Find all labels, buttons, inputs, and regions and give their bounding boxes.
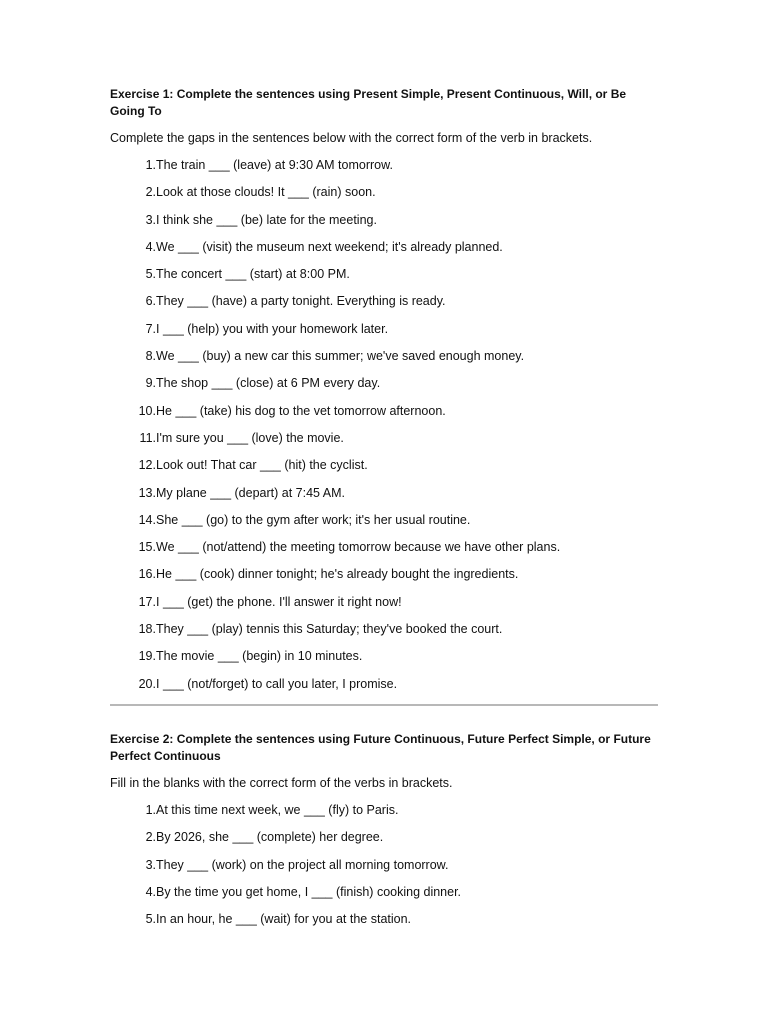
item-number: 7.	[145, 321, 156, 336]
list-item	[110, 621, 658, 648]
item-sentence: We ___ (buy) a new car this summer; we've saved enough money.	[156, 349, 525, 364]
item-number: 18.	[138, 622, 156, 637]
item-number: 1.	[145, 158, 156, 172]
document-page	[110, 86, 658, 938]
item-number: 3.	[145, 857, 156, 872]
item-number: 17.	[138, 594, 156, 609]
exercise-1-instructions: Complete the gaps in the sentences below with the correct form of the verb in brackets.	[110, 131, 593, 145]
list-item	[110, 430, 658, 457]
list-item	[110, 403, 658, 430]
item-number: 2.	[145, 830, 156, 845]
item-number: 2.	[145, 185, 156, 200]
list-item	[110, 594, 658, 621]
item-sentence: We ___ (visit) the museum next weekend; it's already planned.	[156, 239, 503, 254]
item-sentence: She ___ (go) to the gym after work; it's her usual routine.	[156, 512, 471, 527]
section-divider	[110, 704, 658, 706]
item-sentence: By 2026, she ___ (complete) her degree.	[156, 830, 384, 845]
item-sentence: By the time you get home, I ___ (finish) cooking dinner.	[156, 884, 462, 899]
exercise-2	[110, 731, 658, 938]
list-item	[110, 321, 658, 348]
item-number: 13.	[138, 485, 156, 500]
list-item	[110, 802, 658, 829]
item-sentence: He ___ (cook) dinner tonight; he's already bought the ingredients.	[156, 567, 519, 582]
item-number: 14.	[138, 512, 156, 527]
item-sentence: My plane ___ (depart) at 7:45 AM.	[156, 485, 345, 500]
item-sentence: They ___ (work) on the project all morning tomorrow.	[156, 857, 449, 872]
item-sentence: I ___ (not/forget) to call you later, I promise.	[156, 676, 398, 691]
item-number: 6.	[145, 294, 156, 309]
item-number: 3.	[145, 212, 156, 227]
item-number: 8.	[145, 349, 156, 364]
list-item	[110, 239, 658, 266]
item-sentence: The shop ___ (close) at 6 PM every day.	[156, 376, 381, 391]
list-item	[110, 157, 658, 184]
item-number: 10.	[138, 403, 156, 418]
list-item	[110, 293, 658, 320]
item-sentence: Look out! That car ___ (hit) the cyclist.	[156, 458, 368, 473]
item-sentence: The movie ___ (begin) in 10 minutes.	[156, 649, 363, 664]
item-number: 5.	[145, 912, 156, 927]
list-item	[110, 485, 658, 512]
item-sentence: In an hour, he ___ (wait) for you at the station.	[156, 912, 412, 927]
item-sentence: I ___ (get) the phone. I'll answer it right now!	[156, 594, 402, 609]
exercise-1-question-list	[110, 157, 658, 703]
list-item	[110, 212, 658, 239]
exercise-2-title: Exercise 2: Complete the sentences using Future Continuous, Future Perfect Simple, or Future Perfect Continuous	[110, 731, 651, 763]
item-number: 19.	[138, 649, 156, 664]
item-number: 5.	[145, 267, 156, 282]
item-sentence: We ___ (not/attend) the meeting tomorrow because we have other plans.	[156, 540, 561, 555]
item-number: 1.	[145, 802, 156, 817]
list-item	[110, 911, 658, 938]
list-item	[110, 829, 658, 856]
item-sentence: I think she ___ (be) late for the meeting.	[156, 212, 377, 227]
list-item	[110, 457, 658, 484]
list-item	[110, 348, 658, 375]
exercise-1	[110, 86, 658, 703]
item-sentence: I ___ (help) you with your homework later.	[156, 321, 389, 336]
list-item	[110, 857, 658, 884]
exercise-1-title: Exercise 1: Complete the sentences using Present Simple, Present Continuous, Will, or Be Going To	[110, 87, 627, 118]
list-item	[110, 184, 658, 211]
item-number: 4.	[145, 884, 156, 899]
item-number: 16.	[138, 567, 156, 582]
exercise-2-instructions: Fill in the blanks with the correct form of the verbs in brackets.	[110, 775, 453, 790]
list-item	[110, 539, 658, 566]
item-number: 12.	[138, 458, 156, 473]
item-number: 20.	[138, 676, 156, 691]
list-item	[110, 566, 658, 593]
item-number: 15.	[138, 540, 156, 555]
list-item	[110, 884, 658, 911]
item-sentence: The train ___ (leave) at 9:30 AM tomorrow.	[156, 158, 393, 172]
item-sentence: I'm sure you ___ (love) the movie.	[156, 430, 344, 445]
list-item	[110, 512, 658, 539]
item-number: 4.	[145, 239, 156, 254]
item-sentence: The concert ___ (start) at 8:00 PM.	[156, 267, 350, 282]
list-item	[110, 266, 658, 293]
list-item	[110, 648, 658, 675]
list-item	[110, 676, 658, 703]
item-sentence: They ___ (play) tennis this Saturday; they've booked the court.	[156, 622, 503, 637]
list-item	[110, 375, 658, 402]
item-sentence: Look at those clouds! It ___ (rain) soon.	[156, 185, 376, 200]
item-sentence: They ___ (have) a party tonight. Everything is ready.	[156, 294, 446, 309]
item-number: 11.	[139, 430, 156, 445]
item-sentence: At this time next week, we ___ (fly) to Paris.	[156, 802, 399, 817]
item-number: 9.	[145, 376, 156, 391]
exercise-2-question-list	[110, 802, 658, 938]
item-sentence: He ___ (take) his dog to the vet tomorrow afternoon.	[156, 403, 446, 418]
